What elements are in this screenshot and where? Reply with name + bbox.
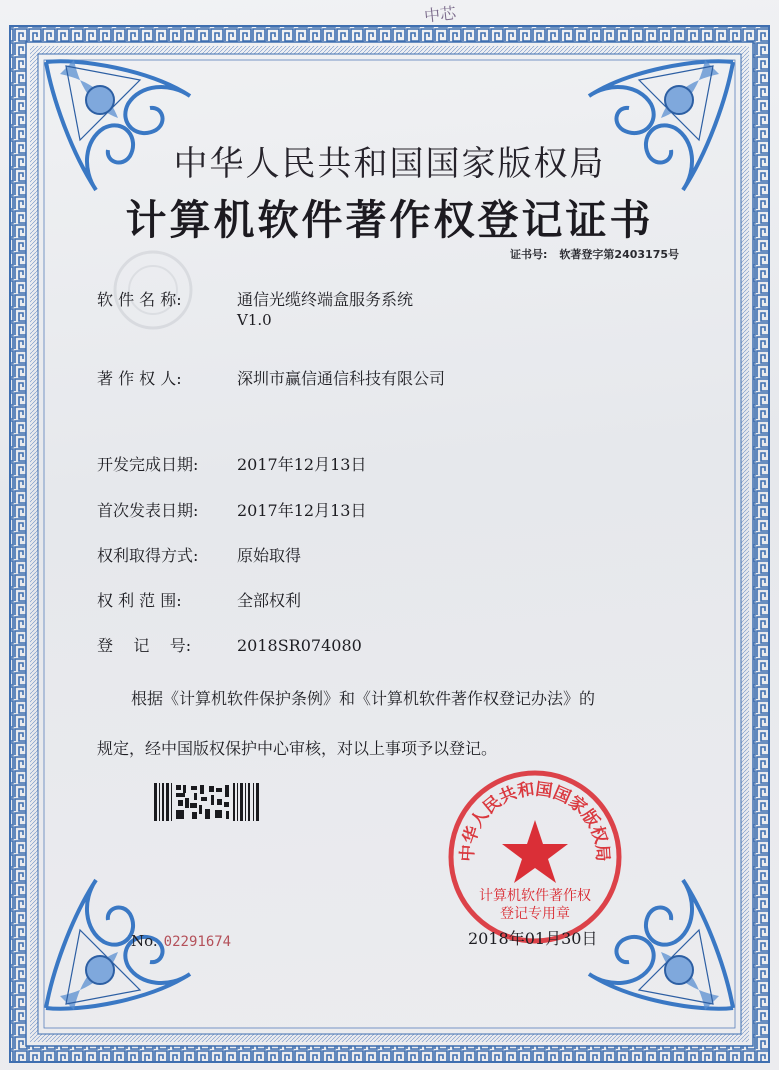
software-name-label: 软 件 名 称: <box>97 290 182 309</box>
star-icon <box>502 820 568 883</box>
reg-no-value: 2018SR074080 <box>237 636 362 655</box>
barcode <box>154 783 262 821</box>
owner-value: 深圳市赢信通信科技有限公司 <box>237 369 446 388</box>
pub-date-label: 首次发表日期: <box>97 501 199 520</box>
certificate-title: 计算机软件著作权登记证书 <box>125 196 654 244</box>
software-name-value: 通信光缆终端盒服务系统 <box>237 290 414 309</box>
body-line-1: 根据《计算机软件保护条例》和《计算机软件著作权登记办法》的 <box>131 689 596 708</box>
seal-ring-text: 中华人民共和国国家版权局 <box>457 779 613 863</box>
owner-row <box>97 366 445 389</box>
rights-method-label: 权利取得方式: <box>97 546 199 565</box>
reg-no-label: 登 记 号: <box>97 636 192 655</box>
rights-scope-label: 权 利 范 围: <box>97 591 182 610</box>
seal-line-1: 计算机软件著作权 <box>479 888 591 904</box>
reg-no-row <box>97 633 362 656</box>
certificate-number-value: 软著登字第2403175号 <box>559 248 679 261</box>
serial-number <box>131 932 231 950</box>
official-red-seal <box>446 768 624 946</box>
body-line-2: 规定，经中国版权保护中心审核，对以上事项予以登记。 <box>97 739 498 758</box>
seal-line-2: 登记专用章 <box>500 906 570 922</box>
certificate-number-label: 证书号: <box>510 248 548 261</box>
handwritten-note: 中芯 <box>423 3 458 26</box>
software-name-row <box>97 287 413 310</box>
serial-number-label: No. <box>131 932 158 950</box>
authority-title: 中华人民共和国国家版权局 <box>173 144 606 184</box>
pub-date-row <box>97 498 366 521</box>
rights-scope-value: 全部权利 <box>237 591 302 610</box>
dev-date-row <box>97 452 366 475</box>
dev-date-value: 2017年12月13日 <box>237 455 367 474</box>
rights-method-row <box>97 543 301 566</box>
certificate-number <box>510 246 679 262</box>
owner-label: 著 作 权 人: <box>97 369 182 388</box>
pub-date-value: 2017年12月13日 <box>237 501 367 520</box>
serial-number-value: 02291674 <box>163 934 232 950</box>
rights-scope-row <box>97 588 301 611</box>
rights-method-value: 原始取得 <box>237 546 302 565</box>
software-version: V1.0 <box>237 311 272 329</box>
issue-date: 2018年01月30日 <box>468 929 598 948</box>
dev-date-label: 开发完成日期: <box>97 455 199 474</box>
